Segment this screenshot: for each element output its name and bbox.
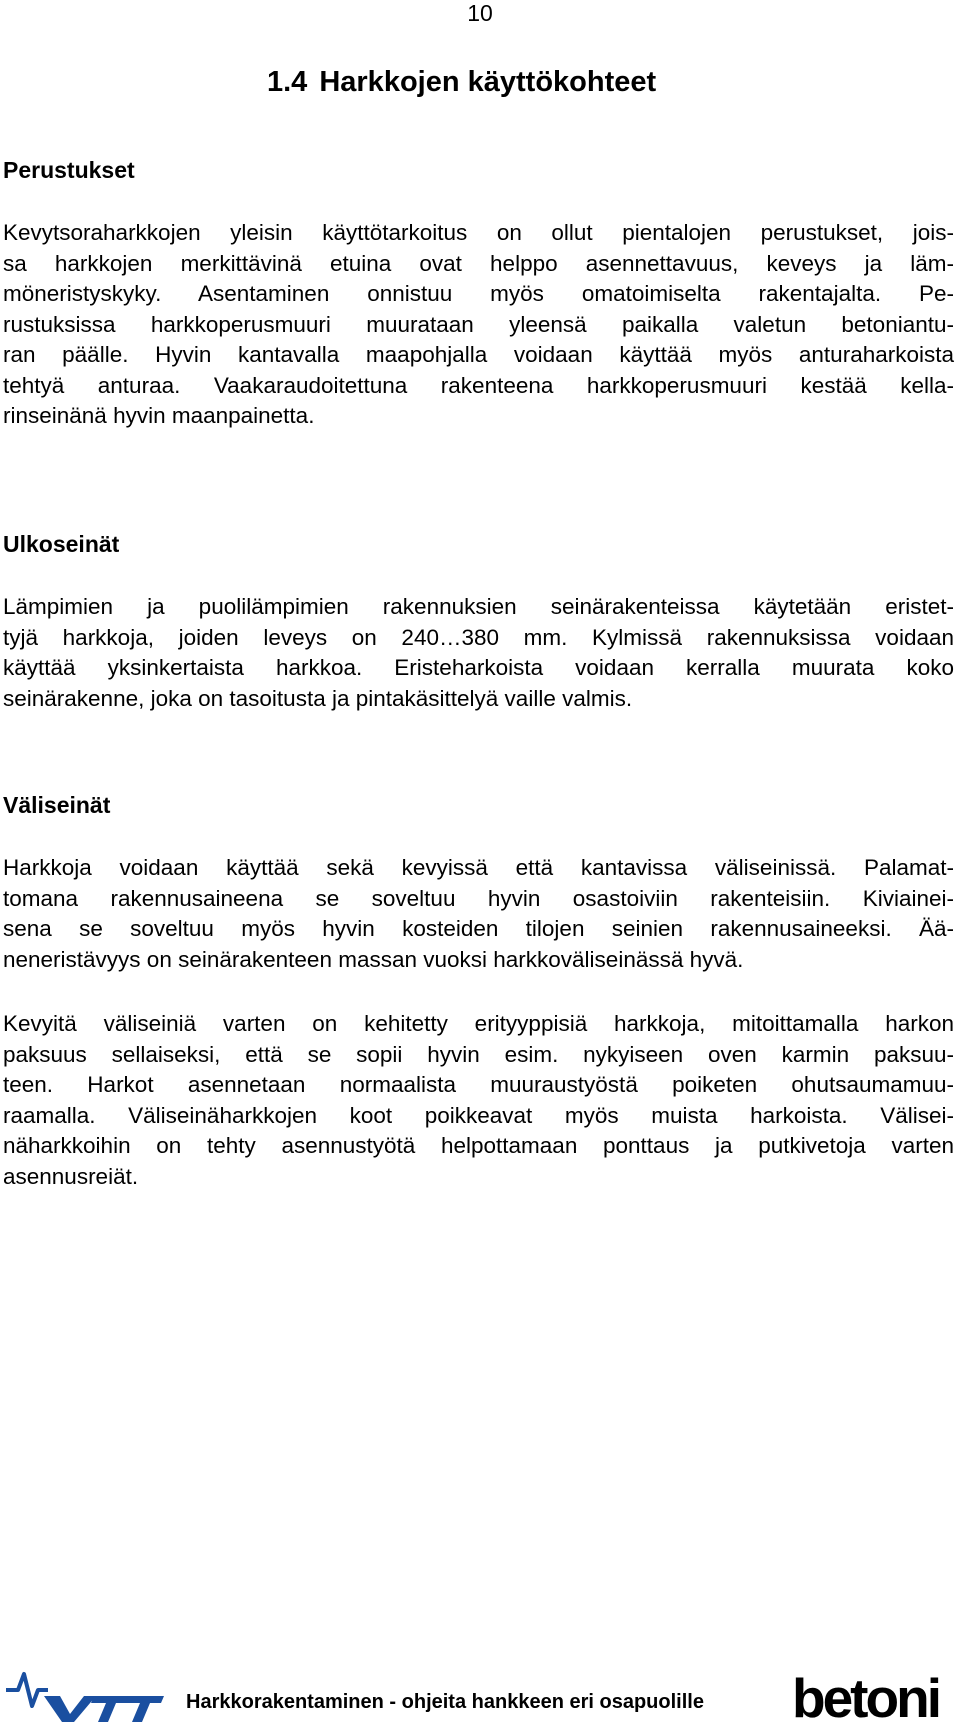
text-line: tyjä harkkoja, joiden leveys on 240…380 mm. Kylmissä rakennuksissa voidaan (3, 624, 954, 650)
paragraph (3, 1009, 954, 1192)
text-line: Harkkoja voidaan käyttää sekä kevyissä että kantavissa väliseinissä. Palamat- (3, 855, 954, 880)
text-line: teen. Harkot asennetaan normaalista muuraustyöstä poiketen ohutsaumamuu- (3, 1072, 954, 1097)
paragraph (3, 853, 954, 975)
footer-text: Harkkorakentaminen - ohjeita hankkeen eri osapuolille (186, 1691, 704, 1713)
vtt-logo-text: VTT (4, 1666, 6, 1667)
text-line: sena se soveltuu myös hyvin kosteiden tilojen seinien rakennusaineeksi. Ää- (3, 916, 954, 941)
section-ulkoseinat (3, 529, 954, 714)
text-line: ran päälle. Hyvin kantavalla maapohjalla voidaan käyttää myös anturaharkoista (3, 342, 954, 367)
betoni-logo: betoni (792, 1667, 939, 1729)
text-line: näharkkoihin on tehty asennustyötä helpottamaan ponttaus ja putkivetoja varten (3, 1133, 954, 1158)
text-line: rustuksissa harkkoperusmuuri muurataan yleensä paikalla valetun betoniantu- (3, 311, 954, 337)
text-line: seinärakenne, joka on tasoitusta ja pintakäsittelyä vaille valmis. (3, 685, 633, 711)
page-footer (0, 1660, 960, 1730)
paragraph (3, 218, 954, 432)
section-heading: Ulkoseinät (3, 531, 120, 557)
text-line: paksuus sellaiseksi, että se sopii hyvin esim. nykyiseen oven karmin paksuu- (3, 1041, 954, 1067)
paragraph (3, 592, 954, 714)
text-line: tomana rakennusaineena se soveltuu hyvin osastoiviin rakenteisiin. Kiviainei- (3, 885, 954, 911)
text-line: neneristävyys on seinärakenteen massan vuoksi harkkoväliseinässä hyvä. (3, 946, 744, 972)
text-line: tehtyä anturaa. Vaakaraudoitettuna rakenteena harkkoperusmuuri kestää kella- (3, 372, 954, 398)
text-line: sa harkkojen merkittävinä etuina ovat helppo asennettavuus, keveys ja läm- (3, 250, 954, 276)
chapter-title-text: Harkkojen käyttökohteet (319, 66, 657, 98)
vtt-logo (4, 1666, 164, 1722)
section-valiseinat (3, 790, 954, 1192)
text-line: Kevyitä väliseiniä varten on kehitetty erityyppisiä harkkoja, mitoittamalla harkon (3, 1011, 954, 1036)
section-heading: Perustukset (3, 157, 135, 183)
text-line: Lämpimien ja puolilämpimien rakennuksien seinärakenteissa käytetään eristet- (3, 594, 954, 619)
chapter-title (267, 64, 656, 100)
text-line: asennusreiät. (3, 1163, 139, 1189)
page-number: 10 (467, 0, 493, 26)
section-perustukset (3, 155, 954, 432)
text-line: käyttää yksinkertaista harkkoa. Eristeharkoista voidaan kerralla muurata koko (3, 655, 954, 680)
text-line: Kevytsoraharkkojen yleisin käyttötarkoitus on ollut pientalojen perustukset, jois- (3, 220, 954, 245)
text-line: rinseinänä hyvin maanpainetta. (3, 403, 315, 428)
chapter-number: 1.4 (267, 66, 308, 98)
text-line: raamalla. Väliseinäharkkojen koot poikkeavat myös muista harkoista. Välisei- (3, 1102, 954, 1128)
text-line: möneristyskyky. Asentaminen onnistuu myös omatoimiselta rakentajalta. Pe- (3, 281, 954, 306)
section-heading: Väliseinät (3, 792, 111, 818)
